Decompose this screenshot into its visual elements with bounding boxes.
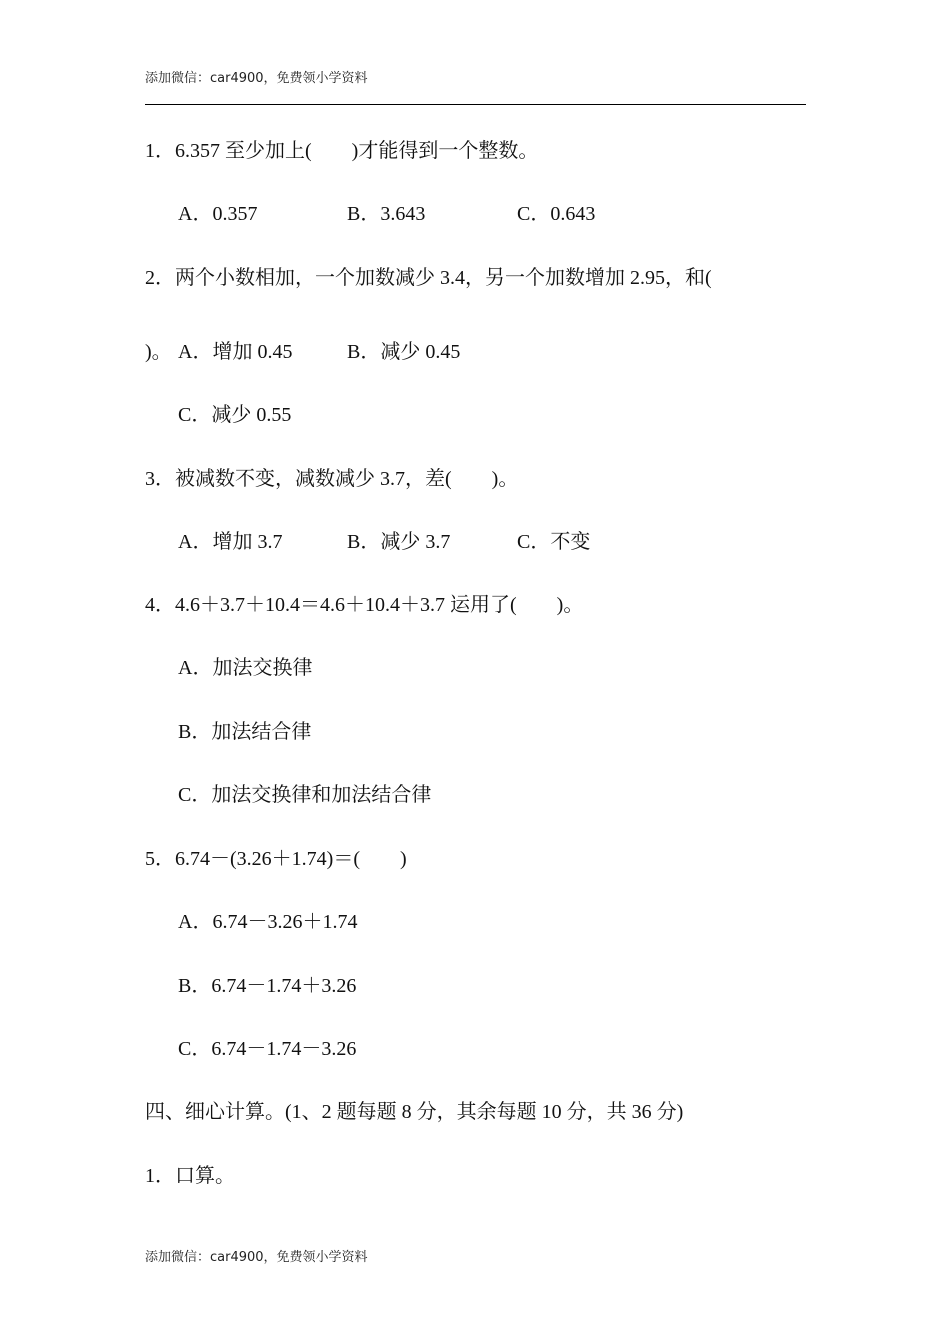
question-5-option-c: C．6.74－1.74－3.26 [178, 1038, 357, 1060]
footer-note: 添加微信：car4900，免费领小学资料 [145, 1250, 368, 1265]
question-1-stem: 1．6.357 至少加上( )才能得到一个整数。 [145, 140, 539, 162]
question-4-option-c: C．加法交换律和加法结合律 [178, 784, 432, 806]
question-2-stem: 2．两个小数相加，一个加数减少 3.4，另一个加数增加 2.95，和( [145, 267, 712, 289]
header-rule [145, 104, 806, 105]
question-2-option-a: A．增加 0.45 [178, 341, 293, 363]
question-2-option-b: B．减少 0.45 [347, 341, 461, 363]
question-2-stem-continued: )。 [145, 341, 172, 363]
question-5-option-b: B．6.74－1.74＋3.26 [178, 975, 357, 997]
question-1-option-b: B．3.643 [347, 203, 426, 225]
question-1-option-a: A．0.357 [178, 203, 258, 225]
question-3-option-c: C．不变 [517, 531, 591, 553]
section-4-title: 四、细心计算。(1、2 题每题 8 分，其余每题 10 分，共 36 分) [145, 1101, 684, 1123]
question-4-option-b: B．加法结合律 [178, 721, 312, 743]
question-5-option-a: A．6.74－3.26＋1.74 [178, 911, 358, 933]
question-3-option-b: B．减少 3.7 [347, 531, 451, 553]
question-1-option-c: C．0.643 [517, 203, 596, 225]
question-4-stem: 4．4.6＋3.7＋10.4＝4.6＋10.4＋3.7 运用了( )。 [145, 594, 584, 616]
question-2-option-c: C．减少 0.55 [178, 404, 292, 426]
question-4-option-a: A．加法交换律 [178, 657, 313, 679]
question-5-stem: 5．6.74－(3.26＋1.74)＝( ) [145, 848, 407, 870]
question-3-stem: 3．被减数不变，减数减少 3.7，差( )。 [145, 468, 519, 490]
section-4-item-1: 1．口算。 [145, 1165, 235, 1187]
question-3-option-a: A．增加 3.7 [178, 531, 283, 553]
header-note: 添加微信：car4900，免费领小学资料 [145, 71, 368, 86]
